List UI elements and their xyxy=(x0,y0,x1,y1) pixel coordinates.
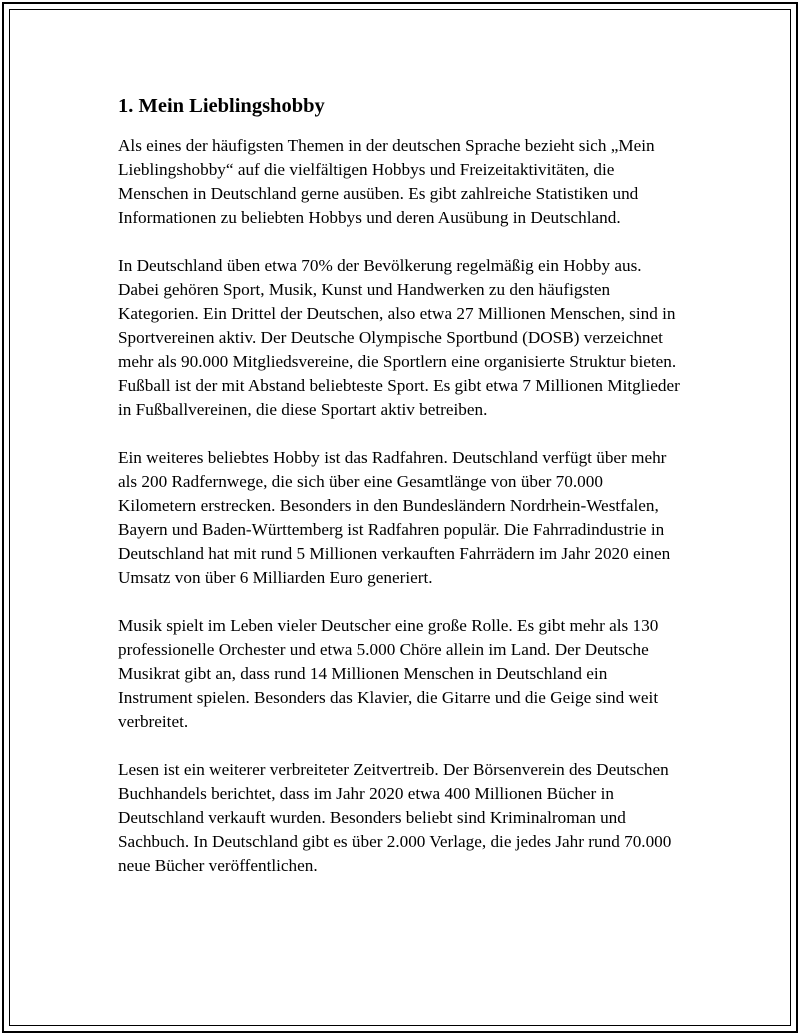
paragraph-cycling: Ein weiteres beliebtes Hobby ist das Radfahren. Deutschland verfügt über mehr als 200 Radfernwege, die sich über eine Gesamtlänge von über 70.000 Kilometern erstrecken. Besonders in den Bundesländern Nordrhein-Westfalen, Bayern und Baden-Württemberg ist Radfahren populär. Die Fahrradindustrie in Deutschland hat mit rund 5 Millionen verkauften Fahrrädern im Jahr 2020 einen Umsatz von über 6 Milliarden Euro generiert. xyxy=(118,448,671,587)
section-heading: 1. Mein Lieblingshobby xyxy=(118,95,325,117)
paragraph-music: Musik spielt im Leben vieler Deutscher eine große Rolle. Es gibt mehr als 130 professionelle Orchester und etwa 5.000 Chöre allein im Land. Der Deutsche Musikrat gibt an, dass rund 14 Millionen Menschen in Deutschland ein Instrument spielen. Besonders das Klavier, die Gitarre und die Geige sind weit verbreitet. xyxy=(118,616,659,731)
paragraph-intro: Als eines der häufigsten Themen in der deutschen Sprache bezieht sich „Mein Lieblingshobby“ auf die vielfältigen Hobbys und Freizeitaktivitäten, die Menschen in Deutschland gerne ausüben. Es gibt zahlreiche Statistiken und Informationen zu beliebten Hobbys und deren Ausübung in Deutschland. xyxy=(118,136,655,227)
paragraph-sport: In Deutschland üben etwa 70% der Bevölkerung regelmäßig ein Hobby aus. Dabei gehören Sport, Musik, Kunst und Handwerken zu den häufigsten Kategorien. Ein Drittel der Deutschen, also etwa 27 Millionen Menschen, sind in Sportvereinen aktiv. Der Deutsche Olympische Sportbund (DOSB) verzeichnet mehr als 90.000 Mitgliedsvereine, die Sportlern eine organisierte Struktur bieten. Fußball ist der mit Abstand beliebteste Sport. Es gibt etwa 7 Millionen Mitglieder in Fußballvereinen, die diese Sportart aktiv betreiben. xyxy=(118,256,680,419)
paragraph-reading: Lesen ist ein weiterer verbreiteter Zeitvertreib. Der Börsenverein des Deutschen Buchhandels berichtet, dass im Jahr 2020 etwa 400 Millionen Bücher in Deutschland verkauft wurden. Besonders beliebt sind Kriminalroman und Sachbuch. In Deutschland gibt es über 2.000 Verlage, die jedes Jahr rund 70.000 neue Bücher veröffentlichen. xyxy=(118,760,672,875)
document-body xyxy=(118,92,684,902)
